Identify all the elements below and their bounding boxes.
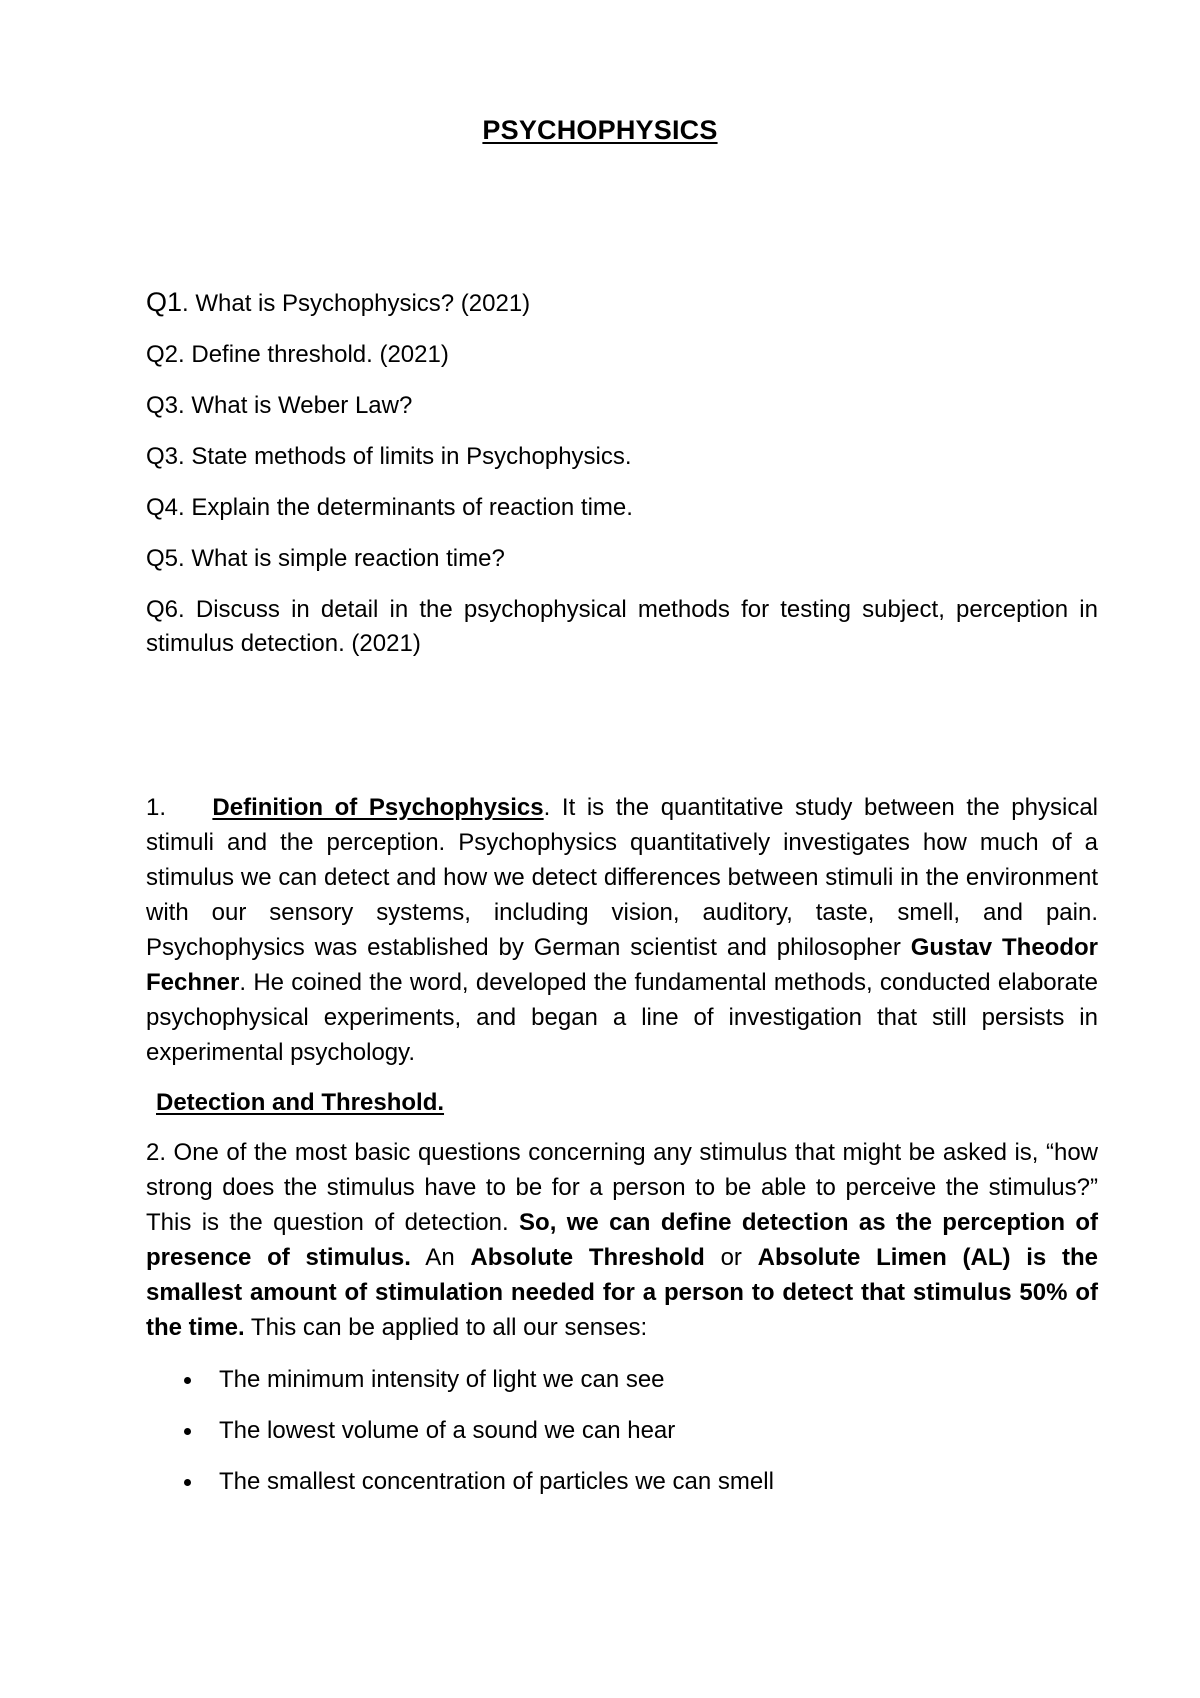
question-text: What is Weber Law?: [184, 392, 413, 419]
definition-text-continued: . He coined the word, developed the fundamental methods, conducted elaborate psychophysical experiments, and began a line of investigation that still persists in experimental psychology.: [146, 969, 1098, 1066]
question-item: [146, 389, 1098, 423]
content-section: [146, 790, 1098, 1515]
question-label: Q6.: [146, 596, 185, 623]
paragraph-number: 1.: [146, 794, 167, 821]
definition-paragraph: [146, 790, 1098, 1070]
absolute-limen-definition: Absolute Limen (AL) is the smallest amount of stimulation needed for a person to detect that stimulus 50% of the time.: [146, 1244, 1098, 1341]
question-label: Q5.: [146, 545, 185, 572]
question-label: Q3.: [146, 392, 185, 419]
list-item-text: The smallest concentration of particles we can smell: [219, 1468, 774, 1495]
page-title: PSYCHOPHYSICS: [482, 115, 718, 145]
fechner-name: Gustav Theodor Fechner: [146, 934, 1098, 996]
bullet-icon: [184, 1428, 191, 1435]
question-text: . What is Psychophysics? (2021): [182, 290, 531, 317]
question-item: [146, 593, 1098, 661]
bullet-icon: [184, 1479, 191, 1486]
question-item: [146, 491, 1098, 525]
question-label: Q2.: [146, 341, 185, 368]
question-text: Explain the determinants of reaction time.: [184, 494, 633, 521]
list-item: [146, 1413, 1098, 1448]
detection-text-4: This can be applied to all our senses:: [244, 1314, 648, 1341]
question-item: [146, 542, 1098, 576]
definition-text: . It is the quantitative study between the physical stimuli and the perception. Psychophysics quantitatively investigates how much of a stimulus we can detect and how we detect differences between stimuli in the environment with our sensory systems, including vision, auditory, taste, smell, and pain. Psychophysics was established by German scientist and philosopher: [146, 794, 1099, 961]
question-label: Q1: [146, 287, 183, 317]
question-item: [146, 285, 1098, 321]
question-list: [146, 285, 1098, 678]
senses-list: [146, 1362, 1098, 1499]
question-text: State methods of limits in Psychophysics.: [184, 443, 632, 470]
detection-definition: So, we can define detection as the perception of presence of stimulus.: [146, 1209, 1099, 1271]
list-item-text: The lowest volume of a sound we can hear: [219, 1417, 676, 1444]
detection-text-2: An: [410, 1244, 471, 1271]
detection-text: One of the most basic questions concerning any stimulus that might be asked is, “how strong does the stimulus have to be for a person to be able to perceive the stimulus?” This is the question of detection.: [146, 1139, 1098, 1236]
definition-heading: Definition of Psychophysics: [212, 794, 544, 821]
question-item: [146, 440, 1098, 474]
question-text: Discuss in detail in the psychophysical methods for testing subject, perception in stimulus detection. (2021): [146, 596, 1098, 657]
question-item: [146, 338, 1098, 372]
list-item: [146, 1362, 1098, 1397]
question-text: Define threshold. (2021): [184, 341, 449, 368]
absolute-threshold-term: Absolute Threshold: [470, 1244, 705, 1271]
list-item-text: The minimum intensity of light we can see: [219, 1366, 665, 1393]
detection-paragraph: [146, 1135, 1098, 1345]
list-item: [146, 1464, 1098, 1499]
detection-heading: Detection and Threshold.: [156, 1089, 445, 1116]
detection-text-3: or: [704, 1244, 758, 1271]
bullet-icon: [184, 1377, 191, 1384]
question-label: Q3.: [146, 443, 185, 470]
paragraph-number: 2.: [146, 1139, 167, 1166]
question-text: What is simple reaction time?: [184, 545, 505, 572]
question-label: Q4.: [146, 494, 185, 521]
